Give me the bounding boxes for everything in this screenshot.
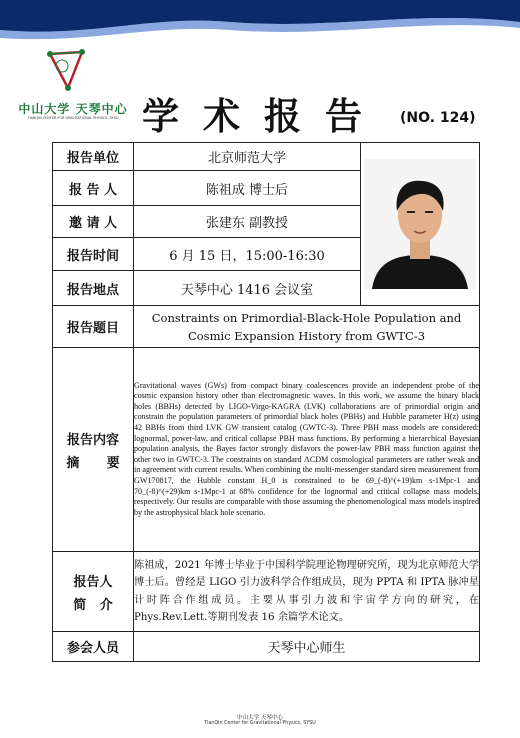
bio-label bbox=[53, 552, 134, 632]
audience-value: 天琴中心师生 bbox=[134, 632, 480, 662]
speaker-label: 报 告 人 bbox=[53, 171, 134, 206]
logo-english-text: TIANQIN CENTER FOR GRAVITATIONAL PHYSICS, SYSU bbox=[27, 116, 119, 120]
speaker-photo bbox=[364, 159, 476, 289]
abstract-text: Gravitational waves (GWs) from compact binary coalescences provide an independent probe of the cosmic expansion history other than electromagnetic waves. In this work, we assume the binary black holes (BBHs) detected by LIGO-Virgo-KAGRA (LVK) collaborations are of primordial origin and constrain the population parameters of primordial black holes (PBHs) and Hubble parameter H(z) using 42 BBHs from third LVK GW transient catalog (GWTC-3). Three PBH mass models are considered: lognormal, power-law, and critical collapse PBH mass functions. By performing a hierarchical Bayesian population analysis, the Bayes factor strongly disfavors the power-law PBH mass function against the other two in GWTC-3. The constraints on standard ΛCDM cosmological parameters are rather weak and in agreement with current results. When combining the multi-messenger standard siren measurement from GW170817, the Hubble constant H_0 is constrained to be 69_(-8)^(+19)km s-1Mpc-1 and 70_(-8)^(+29)km s-1Mpc-1 at 68% confidence for the lognormal and critical collapse mass models, respectively. Our results are comparable with those assuming the phenomenological mass models inspired by the astrophysical black hole scenario. bbox=[134, 348, 480, 552]
inviter-label: 邀 请 人 bbox=[53, 206, 134, 238]
table-row bbox=[53, 348, 480, 552]
topic-label: 报告题目 bbox=[53, 306, 134, 348]
bio-label-line1: 报告人 bbox=[73, 574, 113, 590]
place-label: 报告地点 bbox=[53, 271, 134, 306]
report-number: (NO. 124) bbox=[400, 110, 476, 126]
footer-chinese: 中山大学 天琴中心 bbox=[237, 715, 283, 721]
page-title: 学术报告 bbox=[142, 94, 386, 138]
place-value: 天琴中心 1416 会议室 bbox=[134, 271, 361, 306]
footer-english: TianQin Center for Gravitational Physics, SYSU bbox=[204, 721, 316, 726]
audience-label: 参会人员 bbox=[53, 632, 134, 662]
table-row bbox=[53, 306, 480, 348]
inviter-value: 张建东 副教授 bbox=[134, 206, 361, 238]
logo-chinese-text: 中山大学 天琴中心 bbox=[18, 102, 128, 116]
abstract-label bbox=[53, 348, 134, 552]
table-row bbox=[53, 552, 480, 632]
abstract-label-line1: 报告内容 bbox=[66, 432, 119, 448]
time-label: 报告时间 bbox=[53, 238, 134, 271]
table-row bbox=[53, 143, 480, 171]
bio-text: 陈祖成，2021 年博士毕业于中国科学院理论物理研究所，现为北京师范大学博士后。曾经是 LIGO 引力波科学合作组成员，现为 PPTA 和 IPTA 脉冲星计时阵合作组成员。主要从事引力波和宇宙学方向的研究，在 Phys.Rev.Lett.等期刊发表 16 余篇学术论文。 bbox=[134, 552, 480, 632]
unit-label: 报告单位 bbox=[53, 143, 134, 171]
topic-value: Constraints on Primordial-Black-Hole Population and Cosmic Expansion History from GWTC-3 bbox=[134, 306, 480, 348]
abstract-label-line2: 摘 要 bbox=[66, 455, 120, 471]
bio-label-line2: 简 介 bbox=[73, 597, 113, 613]
report-info-table bbox=[52, 142, 480, 662]
unit-value: 北京师范大学 bbox=[134, 143, 361, 171]
speaker-photo-cell bbox=[361, 143, 480, 306]
time-value: 6 月 15 日，15:00-16:30 bbox=[134, 238, 361, 271]
speaker-value: 陈祖成 博士后 bbox=[134, 171, 361, 206]
table-row bbox=[53, 632, 480, 662]
